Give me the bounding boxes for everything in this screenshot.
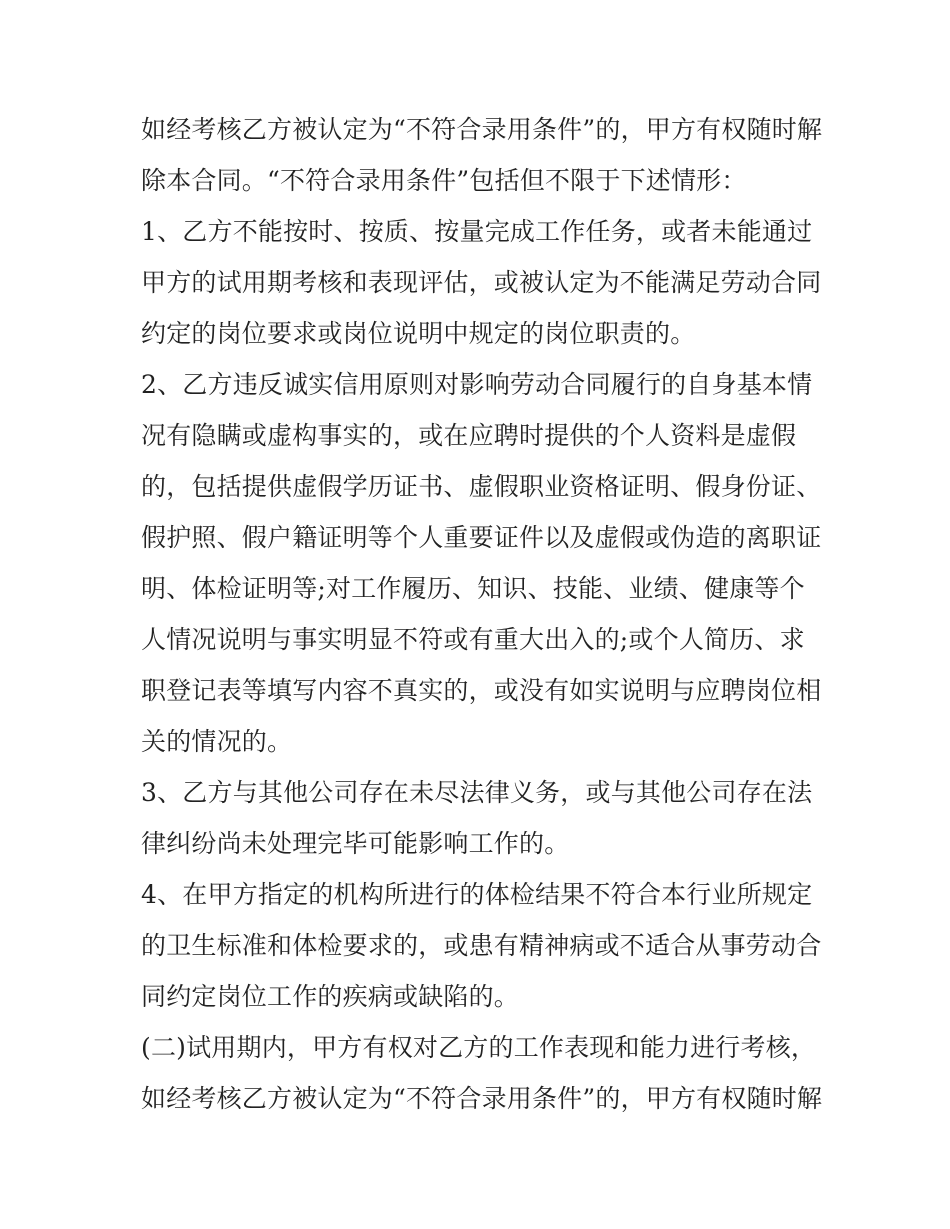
text-line: 的卫生标准和体检要求的，或患有精神病或不适合从事劳动合 bbox=[141, 931, 822, 960]
text-line: 甲方的试用期考核和表现评估，或被认定为不能满足劳动合同 bbox=[141, 268, 822, 297]
text-line: 假护照、假户籍证明等个人重要证件以及虚假或伪造的离职证 bbox=[141, 523, 822, 552]
text-line: 如经考核乙方被认定为“不符合录用条件”的，甲方有权随时解 bbox=[141, 115, 823, 144]
text-line: 如经考核乙方被认定为“不符合录用条件”的，甲方有权随时解 bbox=[141, 1084, 823, 1113]
text-line: 关的情况的。 bbox=[141, 727, 293, 756]
text-line: 人情况说明与事实明显不符或有重大出入的;或个人简历、求 bbox=[141, 625, 805, 654]
text-line: 律纠纷尚未处理完毕可能影响工作的。 bbox=[141, 829, 570, 858]
text-line: 1、乙方不能按时、按质、按量完成工作任务，或者未能通过 bbox=[141, 217, 813, 246]
text-line: 4、在甲方指定的机构所进行的体检结果不符合本行业所规定 bbox=[141, 880, 813, 909]
text-line: 3、乙方与其他公司存在未尽法律义务，或与其他公司存在法 bbox=[141, 778, 813, 807]
text-line: 约定的岗位要求或岗位说明中规定的岗位职责的。 bbox=[141, 319, 696, 348]
text-line: 除本合同。“不符合录用条件”包括但不限于下述情形： bbox=[141, 166, 747, 195]
text-line: 的，包括提供虚假学历证书、虚假职业资格证明、假身份证、 bbox=[141, 472, 822, 501]
text-line: 同约定岗位工作的疾病或缺陷的。 bbox=[141, 982, 520, 1011]
document-body bbox=[141, 104, 821, 1124]
text-line: 况有隐瞒或虚构事实的，或在应聘时提供的个人资料是虚假 bbox=[141, 421, 797, 450]
text-line: 明、体检证明等;对工作履历、知识、技能、业绩、健康等个 bbox=[141, 574, 805, 603]
text-line: (二)试用期内，甲方有权对乙方的工作表现和能力进行考核， bbox=[141, 1033, 817, 1062]
text-line: 职登记表等填写内容不真实的，或没有如实说明与应聘岗位相 bbox=[141, 676, 822, 705]
text-line: 2、乙方违反诚实信用原则对影响劳动合同履行的自身基本情 bbox=[141, 370, 813, 399]
